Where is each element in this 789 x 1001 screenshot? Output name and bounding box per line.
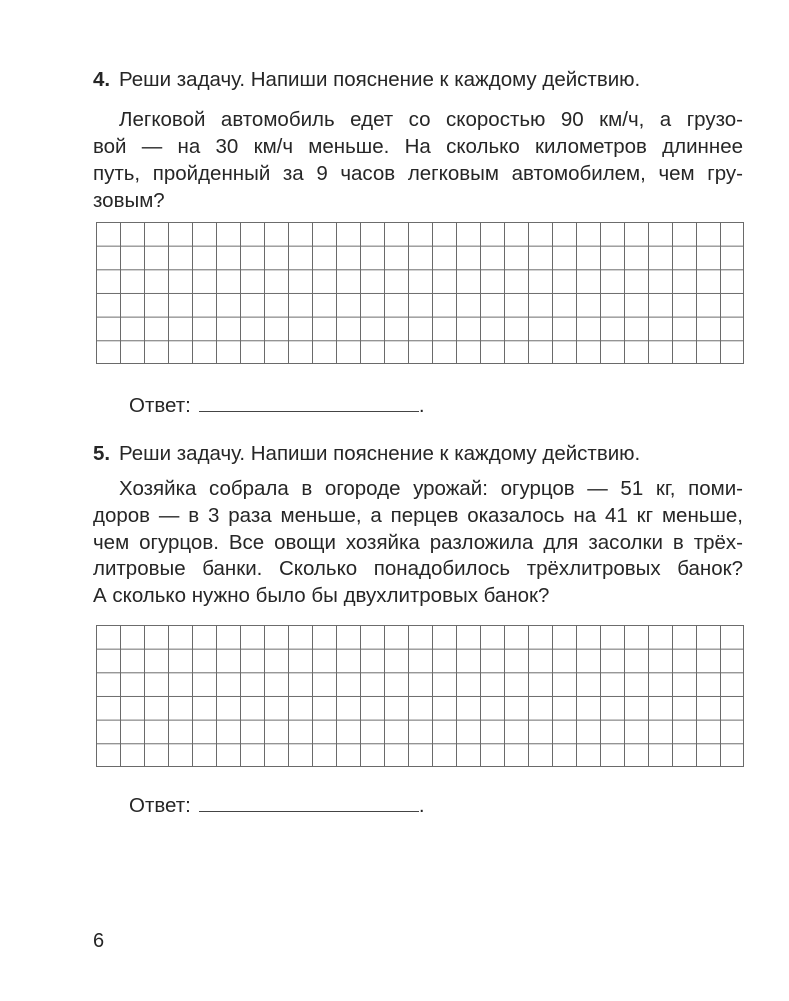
- answer-period: .: [418, 394, 425, 417]
- answer-line[interactable]: [129, 792, 425, 819]
- answer-blank[interactable]: [199, 793, 419, 812]
- answer-line[interactable]: [129, 392, 425, 419]
- task-text-line: зовым?: [93, 189, 165, 212]
- task-text-line: путь, пройденный за 9 часов легковым автомобилем, чем гру-: [93, 162, 743, 185]
- page-number: 6: [93, 930, 105, 952]
- answer-label: Ответ:: [129, 394, 191, 417]
- answer-blank[interactable]: [199, 393, 419, 412]
- task-text-line: чем огурцов. Все овощи хозяйка разложила для засолки в трёх-: [93, 531, 743, 554]
- task-text-line: Хозяйка собрала в огороде урожай: огурцов — 51 кг, поми-: [119, 477, 743, 500]
- task-instruction: Реши задачу. Напиши пояснение к каждому действию.: [119, 68, 641, 91]
- task-text-line: вой — на 30 км/ч меньше. На сколько километров длиннее: [93, 135, 743, 158]
- task-text-line: доров — в 3 раза меньше, а перцев оказалось на 41 кг меньше,: [93, 504, 743, 527]
- task-number: 5.: [93, 442, 111, 465]
- task-number: 4.: [93, 68, 111, 91]
- task-text-line: А сколько нужно было бы двухлитровых банок?: [93, 584, 550, 607]
- task-text-line: литровые банки. Сколько понадобилось трёхлитровых банок?: [93, 557, 743, 580]
- answer-period: .: [418, 794, 425, 817]
- answer-grid[interactable]: [96, 625, 744, 767]
- answer-grid[interactable]: [96, 222, 744, 364]
- task-text-line: Легковой автомобиль едет со скоростью 90 км/ч, а грузо-: [119, 108, 743, 131]
- task-instruction: Реши задачу. Напиши пояснение к каждому действию.: [119, 442, 641, 465]
- answer-label: Ответ:: [129, 794, 191, 817]
